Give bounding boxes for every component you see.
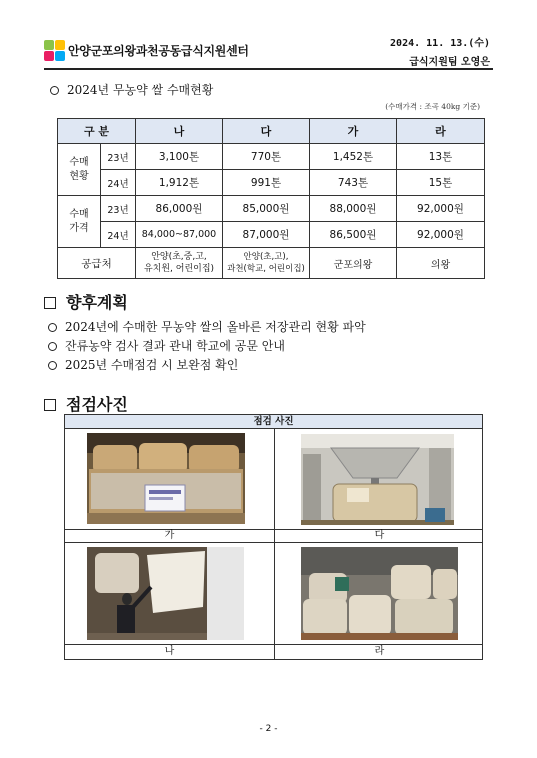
inspection-photo-rice-bags-pallet <box>87 433 245 524</box>
header-col: 다 <box>223 119 310 144</box>
unit-note: (수매가격 : 조곡 40kg 기준) <box>385 102 480 111</box>
year-cell: 23년 <box>101 196 136 222</box>
page-number: - 2 - <box>259 724 278 734</box>
square-bullet-icon <box>44 399 56 411</box>
purchase-status-table <box>57 118 485 279</box>
header-rule <box>44 68 493 70</box>
plan-item: 잔류농약 검사 결과 관내 학교에 공문 안내 <box>48 337 285 354</box>
photo-table <box>64 414 483 660</box>
value-cell: 84,000~87,000 <box>136 222 223 248</box>
value-cell: 743톤 <box>310 170 397 196</box>
value-cell: 15톤 <box>397 170 485 196</box>
value-cell: 1,452톤 <box>310 144 397 170</box>
value-cell: 770톤 <box>223 144 310 170</box>
photo-caption: 라 <box>374 646 385 657</box>
center-logo <box>44 40 66 62</box>
supply-cell: 안양(초,중,고, 유치원, 어린이집) <box>136 248 223 279</box>
table-row <box>58 196 485 222</box>
value-cell: 1,912톤 <box>136 170 223 196</box>
circle-bullet-icon <box>50 86 59 95</box>
supply-cell: 의왕 <box>397 248 485 279</box>
table-row <box>58 144 485 170</box>
plan-heading: 향후계획 <box>44 290 128 313</box>
header-col: 라 <box>397 119 485 144</box>
table-row <box>58 248 485 279</box>
supply-cell: 안양(초,고), 과천(학교, 어린이집) <box>223 248 310 279</box>
group-label-quantity: 수매 현황 <box>58 144 101 196</box>
year-cell: 24년 <box>101 222 136 248</box>
value-cell: 92,000원 <box>397 222 485 248</box>
circle-bullet-icon <box>48 323 57 332</box>
table-row <box>58 222 485 248</box>
photos-heading: 점검사진 <box>44 392 128 415</box>
plan-item: 2024년에 수매한 무농약 쌀의 올바른 저장관리 현황 파악 <box>48 318 366 335</box>
photo-table-header: 점검 사진 <box>65 415 482 429</box>
year-cell: 23년 <box>101 144 136 170</box>
supply-cell: 군포의왕 <box>310 248 397 279</box>
section-purchase-title: 2024년 무농약 쌀 수매현황 <box>50 81 213 98</box>
photo-caption: 가 <box>164 530 175 541</box>
value-cell: 85,000원 <box>223 196 310 222</box>
year-cell: 24년 <box>101 170 136 196</box>
circle-bullet-icon <box>48 342 57 351</box>
header-col: 가 <box>310 119 397 144</box>
header-col: 나 <box>136 119 223 144</box>
value-cell: 92,000원 <box>397 196 485 222</box>
value-cell: 88,000원 <box>310 196 397 222</box>
value-cell: 86,500원 <box>310 222 397 248</box>
value-cell: 3,100톤 <box>136 144 223 170</box>
plan-item: 2025년 수매점검 시 보완점 확인 <box>48 356 238 373</box>
value-cell: 87,000원 <box>223 222 310 248</box>
author-team: 급식지원팀 오영은 <box>409 57 490 68</box>
supply-label: 공급처 <box>58 248 136 279</box>
inspection-photo-worker-with-bags <box>87 547 244 640</box>
value-cell: 13톤 <box>397 144 485 170</box>
table-header-row <box>58 119 485 144</box>
organization-name: 안양군포의왕과천공동급식지원센터 <box>68 44 249 58</box>
inspection-photo-warehouse-bulk-bags <box>301 547 458 640</box>
value-cell: 991톤 <box>223 170 310 196</box>
inspection-photo-bulk-bag-hopper <box>301 434 454 525</box>
row-divider <box>65 542 482 543</box>
group-label-price: 수매 가격 <box>58 196 101 248</box>
column-divider <box>274 428 275 659</box>
header-category: 구 분 <box>58 119 136 144</box>
square-bullet-icon <box>44 297 56 309</box>
photo-caption: 나 <box>164 646 175 657</box>
value-cell: 86,000원 <box>136 196 223 222</box>
circle-bullet-icon <box>48 361 57 370</box>
table-row <box>58 170 485 196</box>
photo-caption: 다 <box>374 530 385 541</box>
report-date: 2024. 11. 13.(수) <box>390 38 490 49</box>
